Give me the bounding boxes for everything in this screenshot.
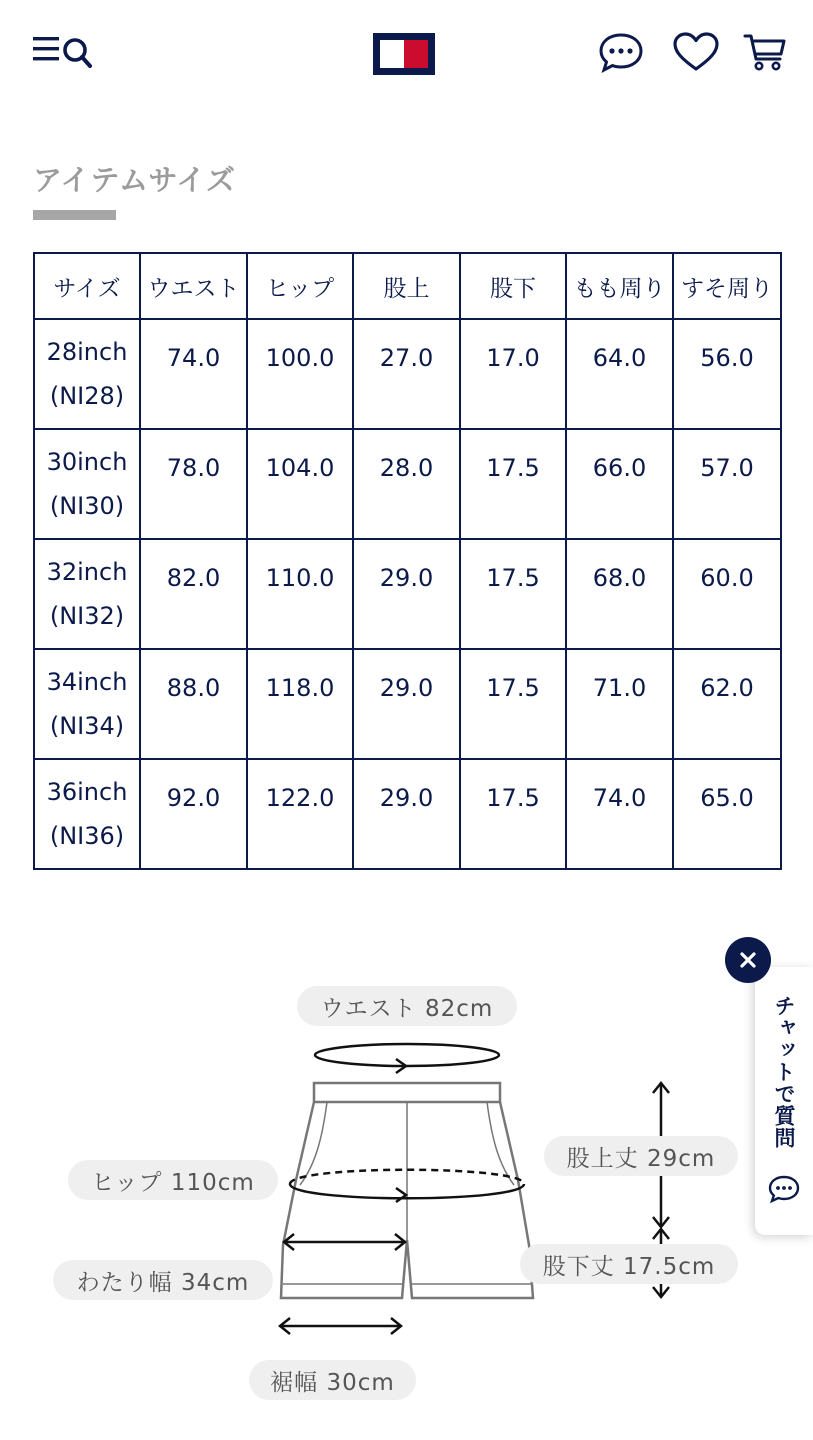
size-label: 32inch (46, 558, 128, 586)
cart-icon (742, 31, 788, 73)
close-icon (738, 950, 758, 970)
cell-rise: 29.0 (353, 759, 460, 869)
chat-button[interactable] (596, 28, 646, 76)
size-code: (NI34) (49, 712, 125, 740)
chat-question-label: チャットで質問 (772, 995, 796, 1149)
hip-arrow-icon (396, 1188, 406, 1202)
cell-hip: 110.0 (247, 539, 353, 649)
header-hip: ヒップ (247, 253, 353, 319)
top-header (0, 0, 813, 104)
hem-width-label: 裾幅 30cm (249, 1360, 416, 1400)
table-header-row (34, 253, 781, 319)
table-row (34, 429, 781, 539)
section-title: アイテムサイズ (33, 163, 237, 197)
cell-waist: 88.0 (140, 649, 247, 759)
cell-thigh: 68.0 (566, 539, 673, 649)
table-row (34, 649, 781, 759)
cell-hip: 100.0 (247, 319, 353, 429)
cell-hem: 57.0 (673, 429, 781, 539)
brand-flag-logo (373, 33, 435, 75)
chat-question-tab[interactable] (755, 967, 813, 1235)
waistband (314, 1083, 500, 1102)
cell-inseam: 17.5 (460, 539, 566, 649)
cell-thigh: 66.0 (566, 429, 673, 539)
cell-hip: 122.0 (247, 759, 353, 869)
cell-waist: 92.0 (140, 759, 247, 869)
cell-inseam: 17.5 (460, 429, 566, 539)
waist-ellipse (315, 1044, 499, 1066)
size-label: 30inch (46, 448, 128, 476)
cell-rise: 27.0 (353, 319, 460, 429)
menu-search-button[interactable] (28, 28, 98, 74)
header-hem: すそ周り (673, 253, 781, 319)
header-size: サイズ (34, 253, 140, 319)
table-row (34, 759, 781, 869)
cell-hip: 118.0 (247, 649, 353, 759)
cell-inseam: 17.0 (460, 319, 566, 429)
cell-thigh: 64.0 (566, 319, 673, 429)
cell-hem: 62.0 (673, 649, 781, 759)
size-label: 34inch (46, 668, 128, 696)
hip-label: ヒップ 110cm (68, 1160, 278, 1200)
size-table (33, 252, 782, 870)
size-label: 28inch (46, 338, 128, 366)
cell-inseam: 17.5 (460, 759, 566, 869)
title-underline (33, 210, 116, 220)
size-code: (NI36) (49, 822, 125, 850)
cell-waist: 82.0 (140, 539, 247, 649)
cell-thigh: 71.0 (566, 649, 673, 759)
header-inseam: 股下 (460, 253, 566, 319)
cell-waist: 78.0 (140, 429, 247, 539)
table-row (34, 539, 781, 649)
size-cell (34, 319, 140, 429)
thigh-width-label: わたり幅 34cm (53, 1260, 273, 1300)
cell-rise: 28.0 (353, 429, 460, 539)
cell-hem: 56.0 (673, 319, 781, 429)
header-waist: ウエスト (140, 253, 247, 319)
heart-icon (672, 31, 720, 73)
brand-logo[interactable] (373, 33, 435, 75)
search-icon (65, 40, 90, 66)
menu-icon (28, 28, 98, 74)
size-cell (34, 759, 140, 869)
header-rise: 股上 (353, 253, 460, 319)
size-cell (34, 539, 140, 649)
table-row (34, 319, 781, 429)
size-cell (34, 649, 140, 759)
cell-hem: 65.0 (673, 759, 781, 869)
cell-hem: 60.0 (673, 539, 781, 649)
chat-close-button[interactable] (725, 937, 771, 983)
cell-hip: 104.0 (247, 429, 353, 539)
cell-thigh: 74.0 (566, 759, 673, 869)
rise-label: 股上丈 29cm (544, 1136, 738, 1176)
inseam-label: 股下丈 17.5cm (520, 1244, 738, 1284)
chat-bubble-icon (768, 1174, 800, 1204)
header-thigh: もも周り (566, 253, 673, 319)
cell-rise: 29.0 (353, 649, 460, 759)
waist-label: ウエスト 82cm (297, 986, 517, 1026)
size-code: (NI28) (49, 382, 125, 410)
measurement-diagram (0, 930, 813, 1440)
cell-waist: 74.0 (140, 319, 247, 429)
cart-button[interactable] (740, 28, 790, 76)
size-code: (NI30) (49, 492, 125, 520)
cell-rise: 29.0 (353, 539, 460, 649)
chat-bubble-icon (598, 31, 644, 73)
favorites-button[interactable] (670, 28, 722, 76)
cell-inseam: 17.5 (460, 649, 566, 759)
size-cell (34, 429, 140, 539)
size-code: (NI32) (49, 602, 125, 630)
size-label: 36inch (46, 778, 128, 806)
